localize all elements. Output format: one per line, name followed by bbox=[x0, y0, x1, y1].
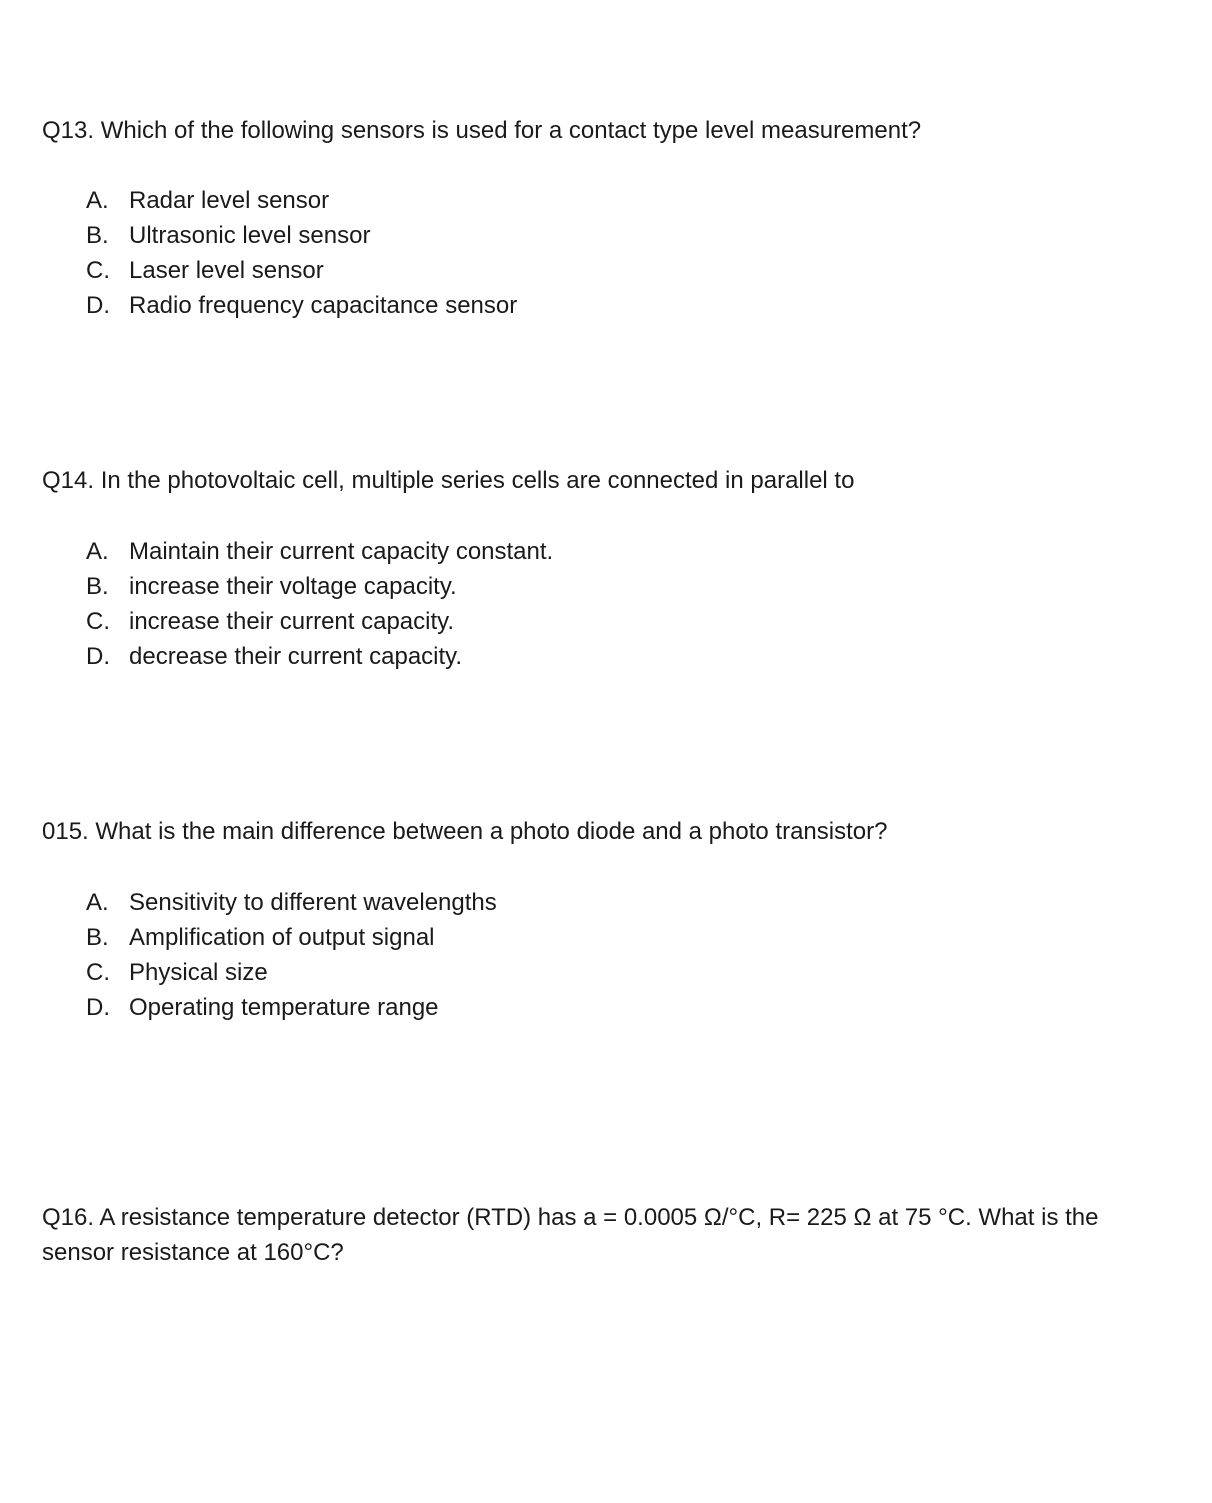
question-13 bbox=[42, 113, 1172, 319]
option-text: Laser level sensor bbox=[129, 257, 324, 284]
option-b bbox=[86, 569, 553, 604]
option-list bbox=[86, 534, 553, 674]
question-text: Q13. Which of the following sensors is used for a contact type level measurement? bbox=[42, 117, 922, 144]
question-text: 015. What is the main difference between a photo diode and a photo transistor? bbox=[42, 818, 888, 845]
option-a bbox=[86, 534, 553, 569]
option-b bbox=[86, 218, 517, 253]
option-letter: B. bbox=[86, 573, 109, 600]
option-b bbox=[86, 920, 497, 955]
option-c bbox=[86, 955, 497, 990]
option-letter: A. bbox=[86, 538, 109, 565]
option-a bbox=[86, 885, 497, 920]
option-text: Physical size bbox=[129, 959, 268, 986]
option-letter: D. bbox=[86, 994, 110, 1021]
option-letter: A. bbox=[86, 889, 109, 916]
option-letter: D. bbox=[86, 292, 110, 319]
option-text: Amplification of output signal bbox=[129, 924, 435, 951]
option-text: Sensitivity to different wavelengths bbox=[129, 889, 497, 916]
option-text: Radar level sensor bbox=[129, 187, 330, 214]
question-14 bbox=[42, 463, 1172, 670]
option-text: Ultrasonic level sensor bbox=[129, 222, 371, 249]
option-letter: B. bbox=[86, 222, 109, 249]
option-text: Radio frequency capacitance sensor bbox=[129, 292, 518, 319]
option-d bbox=[86, 990, 497, 1025]
question-text: Q16. A resistance temperature detector (RTD) has a = 0.0005 Ω/°C, R= 225 Ω at 75 °C. What is the sensor resistance at 160°C? bbox=[42, 1204, 1099, 1266]
option-c bbox=[86, 604, 553, 639]
option-text: Operating temperature range bbox=[129, 994, 439, 1021]
question-text: Q14. In the photovoltaic cell, multiple series cells are connected in parallel to bbox=[42, 467, 855, 494]
option-letter: C. bbox=[86, 257, 110, 284]
option-letter: C. bbox=[86, 608, 110, 635]
option-letter: C. bbox=[86, 959, 110, 986]
option-letter: A. bbox=[86, 187, 109, 214]
option-letter: D. bbox=[86, 643, 110, 670]
option-d bbox=[86, 288, 517, 323]
question-16 bbox=[42, 1200, 1172, 1270]
option-a bbox=[86, 183, 517, 218]
option-d bbox=[86, 639, 553, 674]
option-text: decrease their current capacity. bbox=[129, 643, 463, 670]
option-c bbox=[86, 253, 517, 288]
option-letter: B. bbox=[86, 924, 109, 951]
option-list bbox=[86, 885, 497, 1025]
question-15 bbox=[42, 814, 1172, 1021]
option-text: increase their voltage capacity. bbox=[129, 573, 457, 600]
option-text: Maintain their current capacity constant. bbox=[129, 538, 554, 565]
option-list bbox=[86, 183, 517, 323]
option-text: increase their current capacity. bbox=[129, 608, 455, 635]
